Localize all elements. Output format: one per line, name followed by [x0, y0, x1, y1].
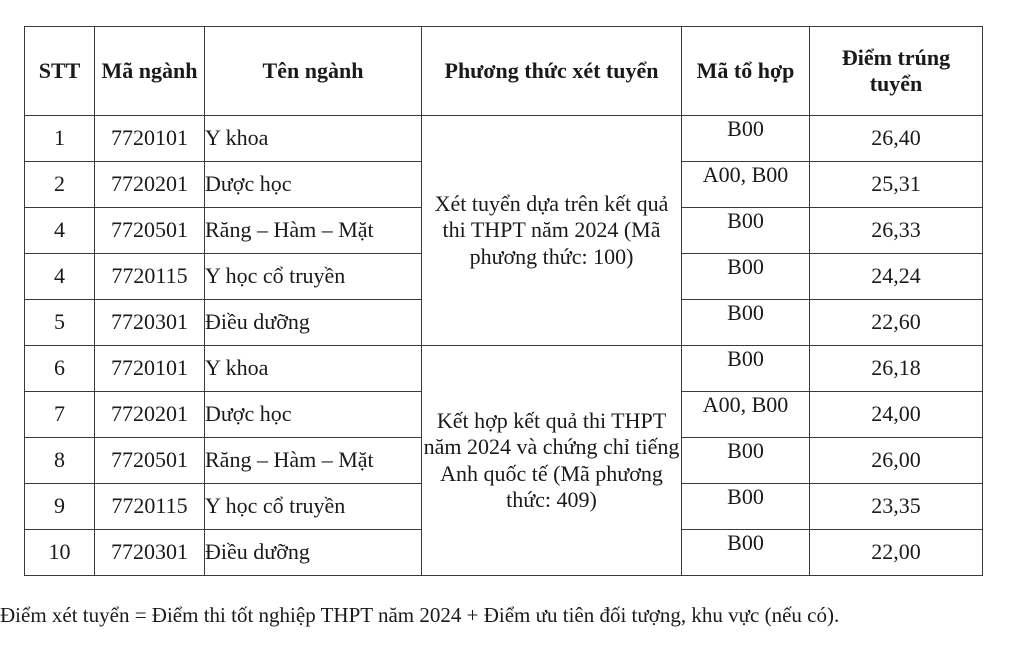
footnote: Điểm xét tuyển = Điểm thi tốt nghiệp THPT năm 2024 + Điểm ưu tiên đối tượng, khu vực (nếu có).	[0, 603, 840, 627]
cell-name: Y khoa	[205, 346, 422, 392]
cell-stt: 4	[25, 254, 95, 300]
cell-score: 22,00	[810, 530, 983, 576]
cell-score: 22,60	[810, 300, 983, 346]
header-combo: Mã tổ hợp	[682, 27, 810, 116]
cell-code: 7720301	[95, 300, 205, 346]
table-header-row	[25, 27, 983, 116]
cell-combo: B00	[682, 254, 810, 300]
cell-stt: 7	[25, 392, 95, 438]
cell-name: Điều dưỡng	[205, 300, 422, 346]
cell-score: 25,31	[810, 162, 983, 208]
header-name: Tên ngành	[205, 27, 422, 116]
cell-score: 24,00	[810, 392, 983, 438]
cell-score: 24,24	[810, 254, 983, 300]
cell-combo: B00	[682, 484, 810, 530]
cell-combo: B00	[682, 346, 810, 392]
cell-stt: 2	[25, 162, 95, 208]
cell-combo: B00	[682, 208, 810, 254]
header-code: Mã ngành	[95, 27, 205, 116]
cell-code: 7720501	[95, 208, 205, 254]
cell-combo: B00	[682, 116, 810, 162]
cell-stt: 4	[25, 208, 95, 254]
admission-scores-table	[24, 26, 983, 576]
cell-combo: A00, B00	[682, 162, 810, 208]
cell-code: 7720301	[95, 530, 205, 576]
cell-score: 26,18	[810, 346, 983, 392]
cell-name: Điều dưỡng	[205, 530, 422, 576]
cell-stt: 1	[25, 116, 95, 162]
header-method: Phương thức xét tuyển	[422, 27, 682, 116]
cell-code: 7720115	[95, 484, 205, 530]
cell-code: 7720201	[95, 162, 205, 208]
table-row	[25, 116, 983, 162]
cell-score: 26,33	[810, 208, 983, 254]
cell-code: 7720501	[95, 438, 205, 484]
cell-code: 7720115	[95, 254, 205, 300]
cell-stt: 10	[25, 530, 95, 576]
cell-combo: B00	[682, 300, 810, 346]
cell-combo: B00	[682, 530, 810, 576]
cell-combo: A00, B00	[682, 392, 810, 438]
cell-name: Y học cổ truyền	[205, 484, 422, 530]
cell-method-group-1: Xét tuyển dựa trên kết quả thi THPT năm 2024 (Mã phương thức: 100)	[422, 116, 682, 346]
cell-stt: 8	[25, 438, 95, 484]
cell-stt: 6	[25, 346, 95, 392]
cell-name: Y khoa	[205, 116, 422, 162]
cell-score: 26,00	[810, 438, 983, 484]
cell-stt: 9	[25, 484, 95, 530]
cell-name: Dược học	[205, 162, 422, 208]
cell-method-group-2: Kết hợp kết quả thi THPT năm 2024 và chứng chỉ tiếng Anh quốc tế (Mã phương thức: 409)	[422, 346, 682, 576]
cell-combo: B00	[682, 438, 810, 484]
cell-stt: 5	[25, 300, 95, 346]
cell-score: 23,35	[810, 484, 983, 530]
cell-code: 7720101	[95, 116, 205, 162]
cell-code: 7720101	[95, 346, 205, 392]
cell-name: Răng – Hàm – Mặt	[205, 438, 422, 484]
cell-name: Răng – Hàm – Mặt	[205, 208, 422, 254]
table-row	[25, 346, 983, 392]
cell-score: 26,40	[810, 116, 983, 162]
cell-name: Dược học	[205, 392, 422, 438]
header-stt: STT	[25, 27, 95, 116]
cell-name: Y học cổ truyền	[205, 254, 422, 300]
cell-code: 7720201	[95, 392, 205, 438]
header-score: Điểm trúng tuyển	[810, 27, 983, 116]
